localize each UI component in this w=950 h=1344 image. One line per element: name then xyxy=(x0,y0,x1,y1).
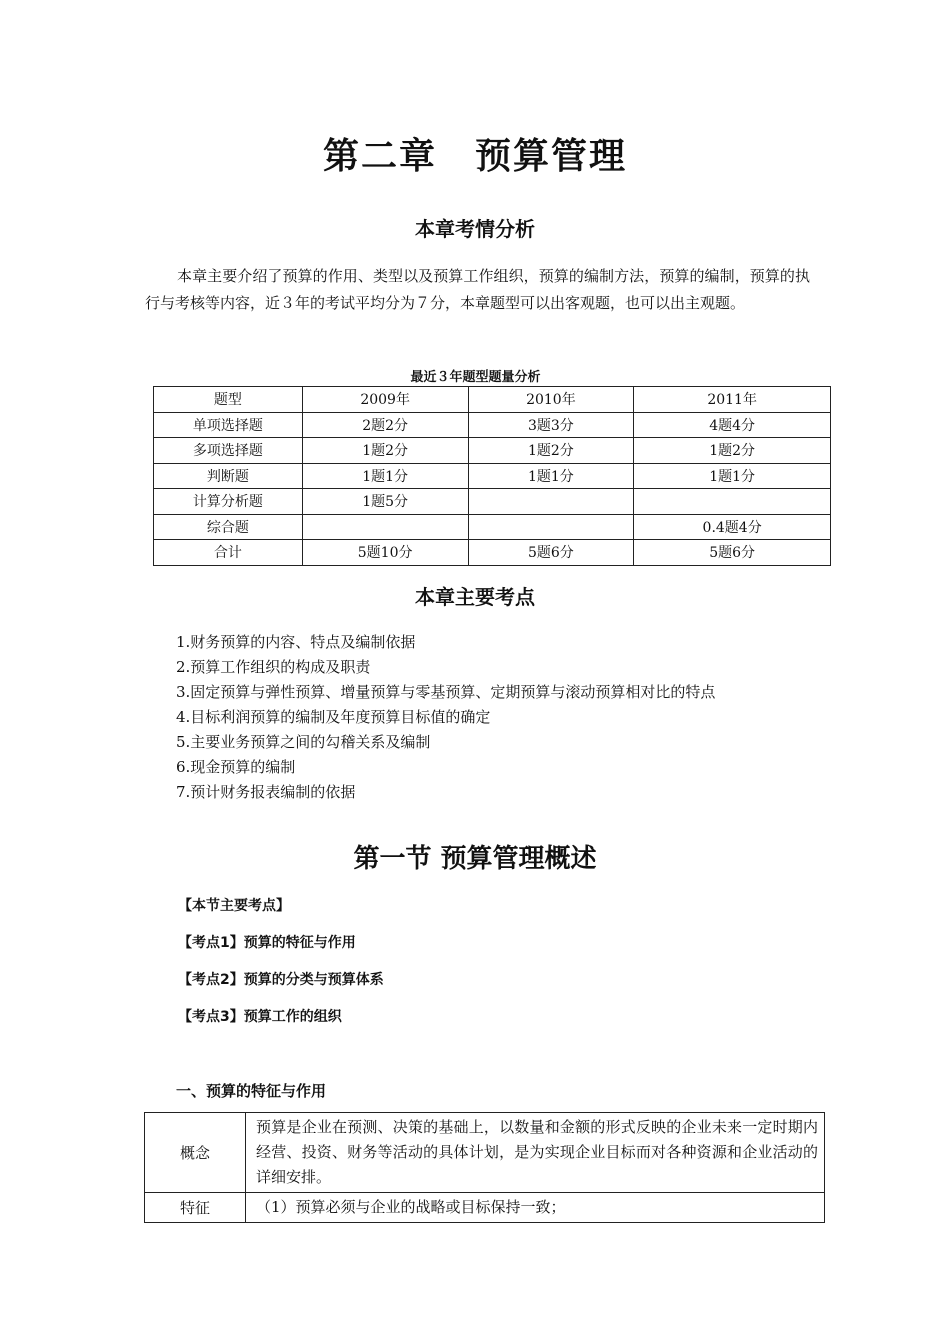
table-row xyxy=(154,489,831,515)
row-label: 特征 xyxy=(145,1193,246,1223)
column-header: 题型 xyxy=(154,387,303,413)
table-cell: 1题2分 xyxy=(302,438,468,464)
section-point-item: 【考点2】预算的分类与预算体系 xyxy=(178,972,384,988)
table-cell xyxy=(468,514,634,540)
list-item: 3.固定预算与弹性预算、增量预算与零基预算、定期预算与滚动预算相对比的特点 xyxy=(176,683,716,701)
table-cell: 1题2分 xyxy=(468,438,634,464)
list-item: 5.主要业务预算之间的勾稽关系及编制 xyxy=(176,733,431,751)
table-cell: 综合题 xyxy=(154,514,303,540)
table-cell: 3题3分 xyxy=(468,412,634,438)
table-row xyxy=(145,1193,825,1223)
key-points-list xyxy=(176,630,715,805)
list-item: 2.预算工作组织的构成及职责 xyxy=(176,658,371,676)
list-item: 7.预计财务报表编制的依据 xyxy=(176,783,356,801)
table-row xyxy=(145,1113,825,1193)
section-point-item: 【考点3】预算工作的组织 xyxy=(178,1009,342,1025)
row-label: 概念 xyxy=(145,1113,246,1193)
table-cell: 1题1分 xyxy=(302,463,468,489)
table-cell: 4题4分 xyxy=(634,412,831,438)
table-cell: 0.4题4分 xyxy=(634,514,831,540)
table-cell: 1题1分 xyxy=(634,463,831,489)
table-row xyxy=(154,412,831,438)
list-item: 4.目标利润预算的编制及年度预算目标值的确定 xyxy=(176,708,491,726)
exam-analysis-table xyxy=(153,386,831,566)
table-cell: 单项选择题 xyxy=(154,412,303,438)
table-cell: 2题2分 xyxy=(302,412,468,438)
row-text: （1）预算必须与企业的战略或目标保持一致； xyxy=(246,1193,825,1223)
table-row xyxy=(154,463,831,489)
table-cell: 多项选择题 xyxy=(154,438,303,464)
table-caption: 最近３年题型题量分析 xyxy=(410,370,541,385)
list-item: 1.财务预算的内容、特点及编制依据 xyxy=(176,633,416,651)
column-header: 2009年 xyxy=(302,387,468,413)
table-cell: 合计 xyxy=(154,540,303,566)
table-cell: 5题10分 xyxy=(302,540,468,566)
chapter-title: 第二章 预算管理 xyxy=(322,136,627,177)
table-cell xyxy=(634,489,831,515)
section-point-item: 【考点1】预算的特征与作用 xyxy=(178,935,356,951)
table-cell: 判断题 xyxy=(154,463,303,489)
column-header: 2010年 xyxy=(468,387,634,413)
table-row-total xyxy=(154,540,831,566)
table-cell xyxy=(302,514,468,540)
table-cell: 1题1分 xyxy=(468,463,634,489)
table-row xyxy=(154,438,831,464)
table-cell: 5题6分 xyxy=(468,540,634,566)
row-text: 预算是企业在预测、决策的基础上，以数量和金额的形式反映的企业未来一定时期内经营、投资、财务等活动的具体计划，是为实现企业目标而对各种资源和企业活动的详细安排。 xyxy=(246,1113,825,1193)
analysis-heading: 本章考情分析 xyxy=(415,217,535,241)
table-cell: 5题6分 xyxy=(634,540,831,566)
subsection-title: 一、预算的特征与作用 xyxy=(176,1082,327,1100)
key-points-heading: 本章主要考点 xyxy=(415,585,535,609)
section-points-heading: 【本节主要考点】 xyxy=(178,898,290,914)
table-cell: 1题5分 xyxy=(302,489,468,515)
table-cell: 1题2分 xyxy=(634,438,831,464)
list-item: 6.现金预算的编制 xyxy=(176,758,296,776)
table-cell xyxy=(468,489,634,515)
definition-table xyxy=(144,1112,825,1223)
column-header: 2011年 xyxy=(634,387,831,413)
table-cell: 计算分析题 xyxy=(154,489,303,515)
section-title: 第一节 预算管理概述 xyxy=(353,844,597,874)
table-header-row xyxy=(154,387,831,413)
table-row xyxy=(154,514,831,540)
intro-paragraph: 本章主要介绍了预算的作用、类型以及预算工作组织，预算的编制方法，预算的编制，预算的执行与考核等内容，近３年的考试平均分为７分，本章题型可以出客观题，也可以出主观题。 xyxy=(145,267,810,312)
